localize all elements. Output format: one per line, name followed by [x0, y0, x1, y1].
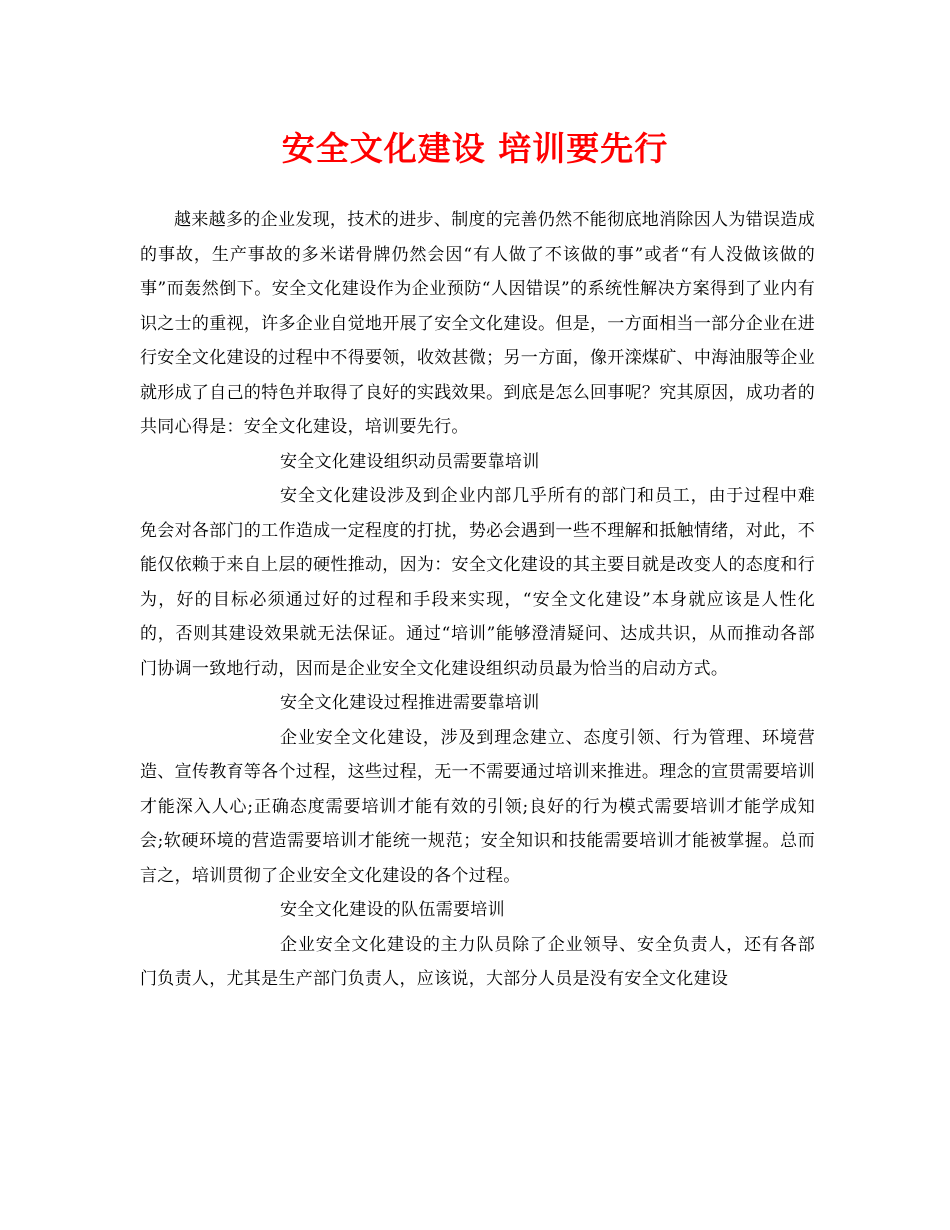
section-body-mobilization: 安全文化建设涉及到企业内部几乎所有的部门和员工，由于过程中难免会对各部门的工作造成一定程度的打扰，势必会遇到一些不理解和抵触情绪，对此，不能仅依赖于来自上层的硬性推动，因为：安全文化建设的其主要目就是改变人的态度和行为，好的目标必须通过好的过程和手段来实现，“安全文化建设”本身就应该是人性化的，否则其建设效果就无法保证。通过“培训”能够澄清疑问、达成共识，从而推动各部门协调一致地行动，因而是企业安全文化建设组织动员最为恰当的启动方式。	[140, 486, 815, 679]
document-title: 安全文化建设 培训要先行	[281, 129, 669, 168]
section-heading-process: 安全文化建设过程推进需要靠培训	[280, 693, 540, 713]
intro-paragraph: 越来越多的企业发现，技术的进步、制度的完善仍然不能彻底地消除因人为错误造成的事故，生产事故的多米诺骨牌仍然会因“有人做了不该做的事”或者“有人没做该做的事”而轰然倒下。安全文化建设作为企业预防“人因错误”的系统性解决方案得到了业内有识之士的重视，许多企业自觉地开展了安全文化建设。但是，一方面相当一部分企业在进行安全文化建设的过程中不得要领，收效甚微；另一方面，像开滦煤矿、中海油服等企业就形成了自己的特色并取得了良好的实践效果。到底是怎么回事呢？究其原因，成功者的共同心得是：安全文化建设，培训要先行。	[140, 210, 815, 437]
section-body-team: 企业安全文化建设的主力队员除了企业领导、安全负责人，还有各部门负责人，尤其是生产部门负责人，应该说，大部分人员是没有安全文化建设	[140, 934, 815, 989]
section-heading-team: 安全文化建设的队伍需要培训	[280, 900, 505, 920]
section-body-process: 企业安全文化建设，涉及到理念建立、态度引领、行为管理、环境营造、宣传教育等各个过程，这些过程，无一不需要通过培训来推进。理念的宣贯需要培训才能深入人心;正确态度需要培训才能有效的引领;良好的行为模式需要培训才能学成知会;软硬环境的营造需要培训才能统一规范；安全知识和技能需要培训才能被掌握。总而言之，培训贯彻了企业安全文化建设的各个过程。	[140, 727, 815, 886]
document-body	[140, 203, 815, 997]
section-heading-mobilization: 安全文化建设组织动员需要靠培训	[280, 451, 540, 472]
